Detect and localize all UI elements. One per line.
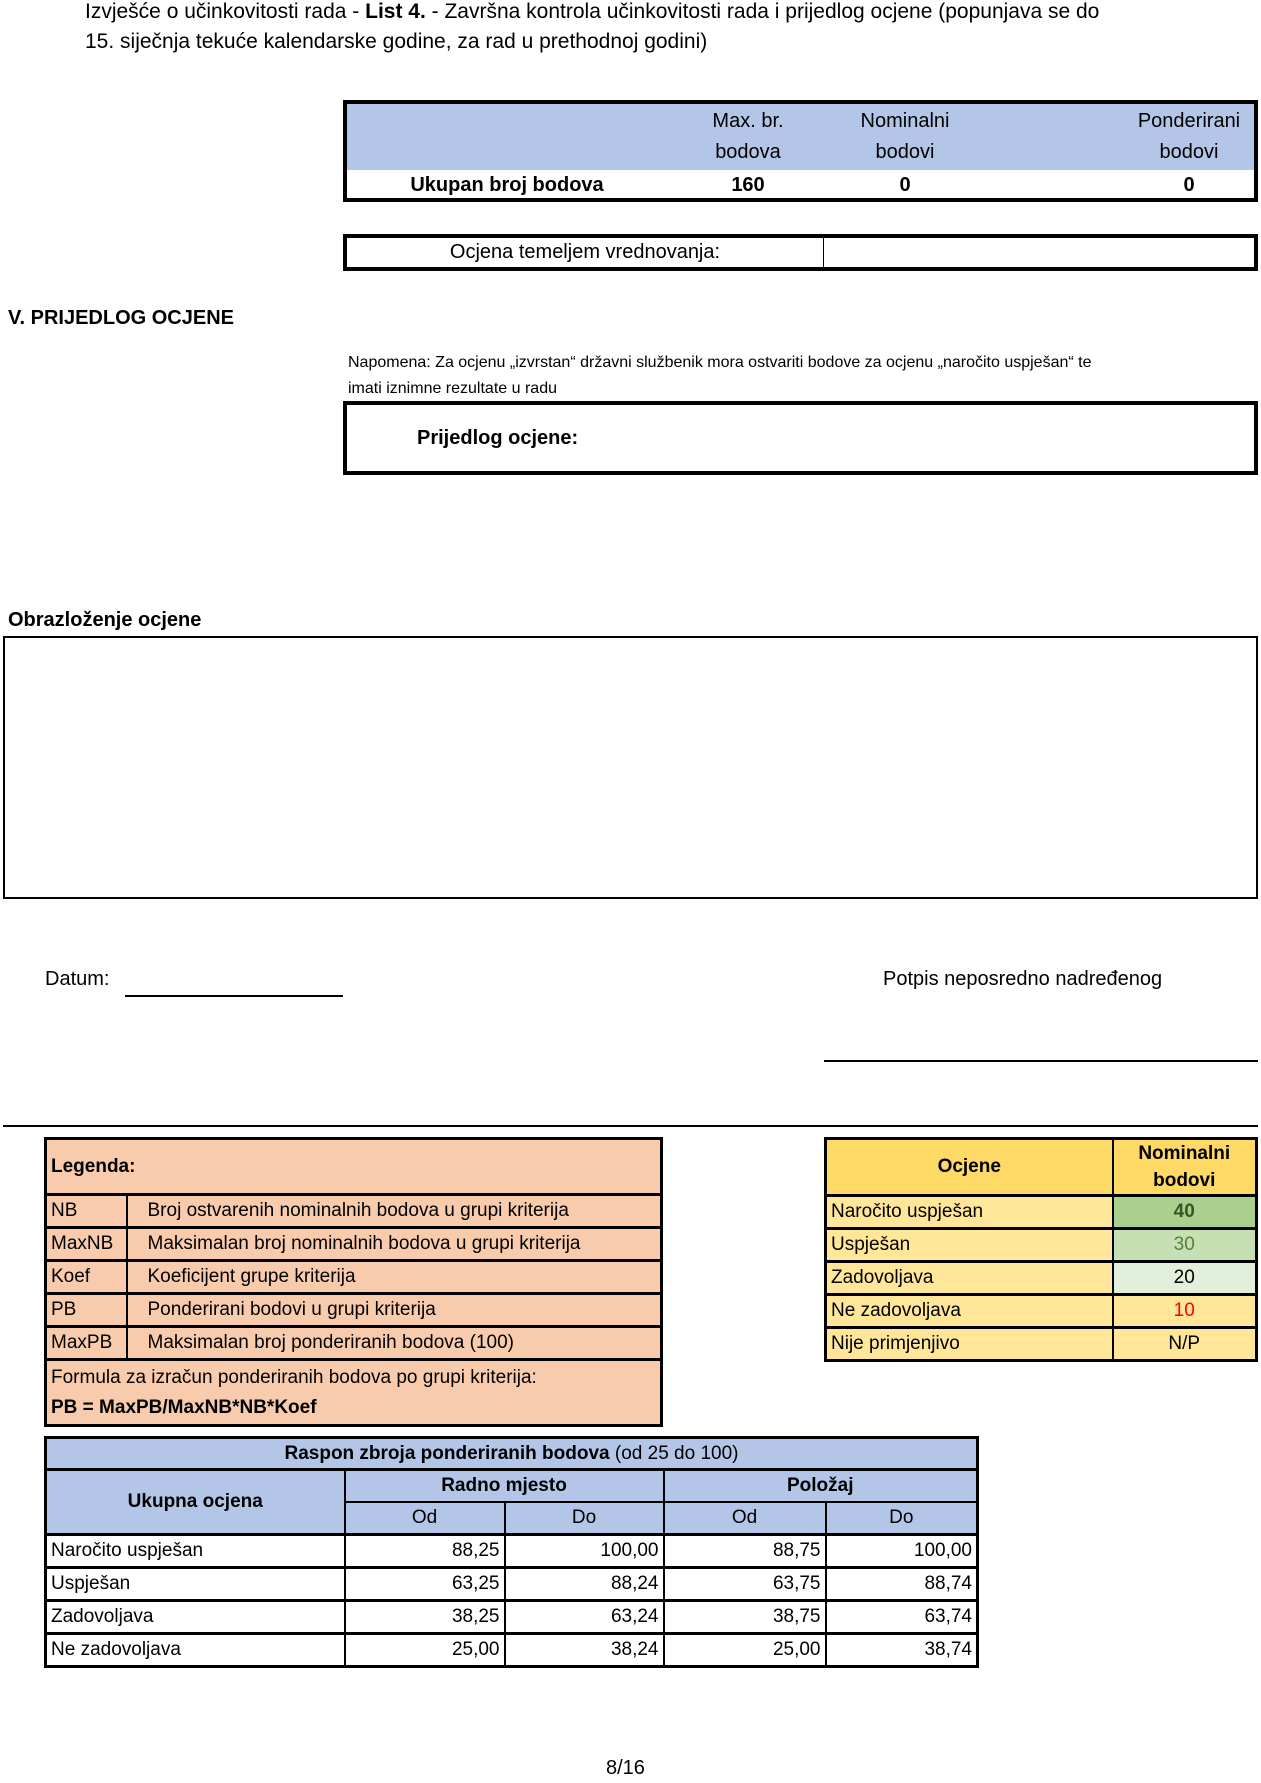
justification-textarea[interactable] — [3, 636, 1258, 899]
legend-title: Legenda: — [51, 1155, 136, 1177]
range-value: 63,75 — [664, 1568, 826, 1601]
evaluation-box — [343, 234, 1258, 271]
range-grade: Uspješan — [46, 1568, 345, 1601]
col-from: Od — [664, 1502, 826, 1535]
legend-desc: Maksimalan broj nominalnih bodova u grupi kriterija — [147, 1233, 581, 1254]
table-row — [46, 1634, 978, 1667]
legend-abbr: MaxPB — [46, 1327, 127, 1360]
note-line: imati iznimne rezultate u radu — [348, 380, 557, 397]
ranges-title-rest: (od 25 do 100) — [609, 1442, 739, 1464]
grade-name: Naročito uspješan — [826, 1196, 1113, 1229]
legend-desc: Ponderirani bodovi u grupi kriterija — [147, 1299, 436, 1320]
signature-line[interactable] — [824, 1060, 1258, 1062]
legend-desc: Maksimalan broj ponderiranih bodova (100) — [147, 1332, 514, 1353]
grade-points: 10 — [1113, 1295, 1257, 1328]
legend-table — [44, 1137, 663, 1427]
grade-points: 30 — [1113, 1229, 1257, 1262]
col-to: Do — [505, 1502, 664, 1535]
page-number: 8/16 — [606, 1757, 645, 1779]
evaluation-value[interactable] — [825, 238, 1255, 267]
col-max-header-2: bodova — [715, 141, 781, 163]
range-value: 25,00 — [345, 1634, 505, 1667]
total-points-label: Ukupan broj bodova — [410, 174, 604, 196]
ranges-table — [44, 1436, 979, 1668]
note — [348, 350, 1091, 402]
date-line[interactable] — [125, 995, 343, 997]
range-value: 88,24 — [505, 1568, 664, 1601]
col-nominal-header: Nominalni — [860, 110, 950, 132]
col-nominal-header-2: bodovi — [875, 141, 935, 163]
col-weighted-header: Ponderirani — [1137, 110, 1241, 132]
legend-desc: Koeficijent grupe kriterija — [147, 1266, 356, 1287]
col-max-header: Max. br. — [712, 110, 784, 132]
date-label: Datum: — [45, 968, 110, 990]
legend-abbr: NB — [46, 1195, 127, 1228]
grade-points: N/P — [1113, 1328, 1257, 1361]
table-row — [46, 1568, 978, 1601]
signature-label: Potpis neposredno nadređenog — [883, 968, 1163, 990]
grade-name: Uspješan — [826, 1229, 1113, 1262]
legend-abbr: Koef — [46, 1261, 127, 1294]
col-from: Od — [345, 1502, 505, 1535]
col-to: Do — [889, 1506, 914, 1528]
grade-points: 40 — [1113, 1196, 1257, 1229]
range-value: 38,24 — [505, 1634, 664, 1667]
proposal-label: Prijedlog ocjene: — [417, 427, 579, 449]
divider — [3, 1125, 1258, 1127]
range-value: 38,74 — [924, 1639, 972, 1660]
range-value: 88,25 — [345, 1535, 505, 1568]
document-subtitle: 15. siječnja tekuće kalendarske godine, za rad u prethodnoj godini) — [85, 30, 708, 53]
grades-points-header-2: bodovi — [1153, 1170, 1216, 1191]
range-grade: Ne zadovoljava — [46, 1634, 345, 1667]
document-title — [85, 0, 1099, 26]
range-value: 25,00 — [664, 1634, 826, 1667]
ranges-title — [46, 1438, 978, 1470]
col-total-grade: Ukupna ocjena — [46, 1470, 345, 1535]
table-row — [46, 1601, 978, 1634]
legend-desc: Broj ostvarenih nominalnih bodova u grupi kriterija — [147, 1200, 569, 1221]
note-line: Napomena: Za ocjenu „izvrstan“ državni službenik mora ostvariti bodove za ocjenu „naročito uspješan“ te — [348, 354, 1092, 371]
ranges-title-bold: Raspon zbroja ponderiranih bodova — [284, 1442, 610, 1464]
grade-points: 20 — [1113, 1262, 1257, 1295]
justification-label: Obrazloženje ocjene — [8, 609, 202, 631]
table-row — [46, 1535, 978, 1568]
summary-table — [343, 100, 1258, 202]
grade-name: Ne zadovoljava — [826, 1295, 1113, 1328]
group-position: Položaj — [786, 1474, 854, 1496]
grades-table — [824, 1137, 1258, 1362]
group-workplace: Radno mjesto — [345, 1470, 664, 1502]
title-bold: List 4. — [365, 0, 426, 23]
grades-header: Ocjene — [826, 1139, 1113, 1196]
range-value: 63,74 — [924, 1606, 972, 1627]
title-text: Izvješće o učinkovitosti rada - — [85, 0, 366, 23]
section-title: V. PRIJEDLOG OCJENE — [8, 307, 234, 329]
formula: PB = MaxPB/MaxNB*NB*Koef — [51, 1397, 317, 1418]
range-value: 38,25 — [345, 1601, 505, 1634]
range-grade: Naročito uspješan — [46, 1535, 345, 1568]
range-value: 88,75 — [664, 1535, 826, 1568]
range-value: 88,74 — [924, 1573, 972, 1594]
total-nominal-value: 0 — [899, 174, 911, 196]
grades-points-header: Nominalni — [1138, 1143, 1231, 1164]
range-value: 63,24 — [505, 1601, 664, 1634]
range-value: 63,25 — [345, 1568, 505, 1601]
grade-name: Zadovoljava — [826, 1262, 1113, 1295]
total-weighted-value: 0 — [1183, 174, 1195, 196]
legend-abbr: MaxNB — [46, 1228, 127, 1261]
range-grade: Zadovoljava — [46, 1601, 345, 1634]
total-max-value: 160 — [731, 174, 765, 196]
grade-name: Nije primjenjivo — [826, 1328, 1113, 1361]
range-value: 38,75 — [664, 1601, 826, 1634]
col-weighted-header-2: bodovi — [1159, 141, 1219, 163]
legend-abbr: PB — [46, 1294, 127, 1327]
evaluation-label: Ocjena temeljem vrednovanja: — [347, 238, 824, 267]
title-text-rest: - Završna kontrola učinkovitosti rada i prijedlog ocjene (popunjava se do — [425, 0, 1100, 23]
formula-label: Formula za izračun ponderiranih bodova po grupi kriterija: — [51, 1367, 537, 1388]
range-value: 100,00 — [913, 1540, 972, 1561]
range-value: 100,00 — [505, 1535, 664, 1568]
proposal-box[interactable] — [343, 401, 1258, 475]
